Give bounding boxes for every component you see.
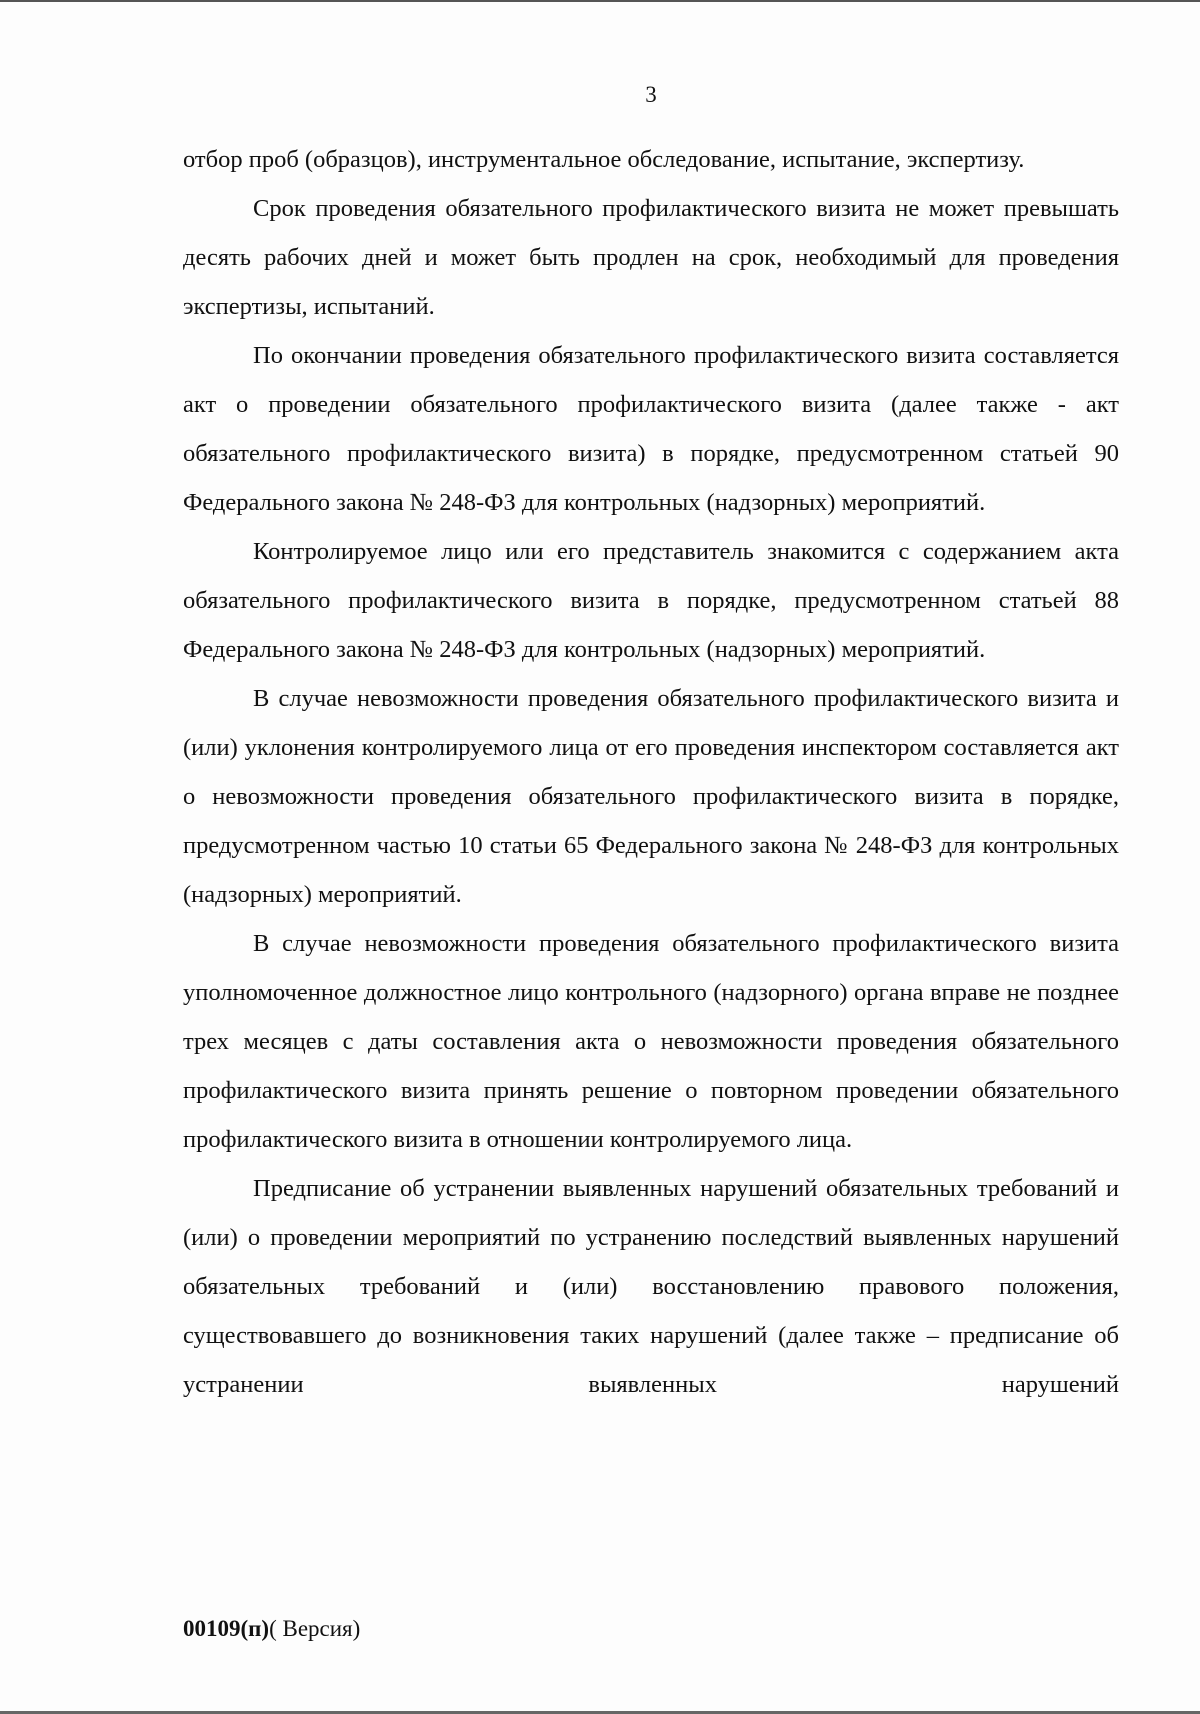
document-version: ( Версия): [269, 1616, 361, 1641]
paragraph-act-familiarization: Контролируемое лицо или его представитель знакомится с содержанием акта обязательного профилактического визита в порядке, предусмотренном статьей 88 Федерального закона № 248-ФЗ для контрольных (надзорных) мероприятий.: [183, 538, 1119, 663]
paragraph-visit-duration: Срок проведения обязательного профилактического визита не может превышать десять рабочих дней и может быть продлен на срок, необходимый для проведения экспертизы, испытаний.: [183, 195, 1119, 320]
document-body: [183, 135, 1119, 1409]
paragraph-impossibility-act: В случае невозможности проведения обязательного профилактического визита и (или) уклонения контролируемого лица от его проведения инспектором составляется акт о невозможности проведения обязательного профилактического визита в порядке, предусмотренном частью 10 статьи 65 Федерального закона № 248-ФЗ для контрольных (надзорных) мероприятий.: [183, 685, 1119, 908]
paragraph-continuation: отбор проб (образцов), инструментальное обследование, испытание, экспертизу.: [183, 146, 1025, 173]
scan-top-edge: [0, 0, 1200, 2]
paragraph-visit-act: По окончании проведения обязательного профилактического визита составляется акт о проведении обязательного профилактического визита (далее также - акт обязательного профилактического визита) в порядке, предусмотренном статьей 90 Федерального закона № 248-ФЗ для контрольных (надзорных) мероприятий.: [183, 342, 1119, 516]
page-number: 3: [645, 82, 657, 107]
paragraph-prescription: Предписание об устранении выявленных нарушений обязательных требований и (или) о проведении мероприятий по устранению последствий выявленных нарушений обязательных требований и (или) восстановлению правового положения, существовавшего до возникновения таких нарушений (далее также – предписание об устранении выявленных нарушений: [183, 1175, 1119, 1398]
paragraph-repeat-visit: В случае невозможности проведения обязательного профилактического визита уполномоченное должностное лицо контрольного (надзорного) органа вправе не позднее трех месяцев с даты составления акта о невозможности проведения обязательного профилактического визита принять решение о повторном проведении обязательного профилактического визита в отношении контролируемого лица.: [183, 930, 1119, 1153]
document-footer: [183, 1614, 360, 1644]
document-code: 00109(п): [183, 1616, 270, 1641]
